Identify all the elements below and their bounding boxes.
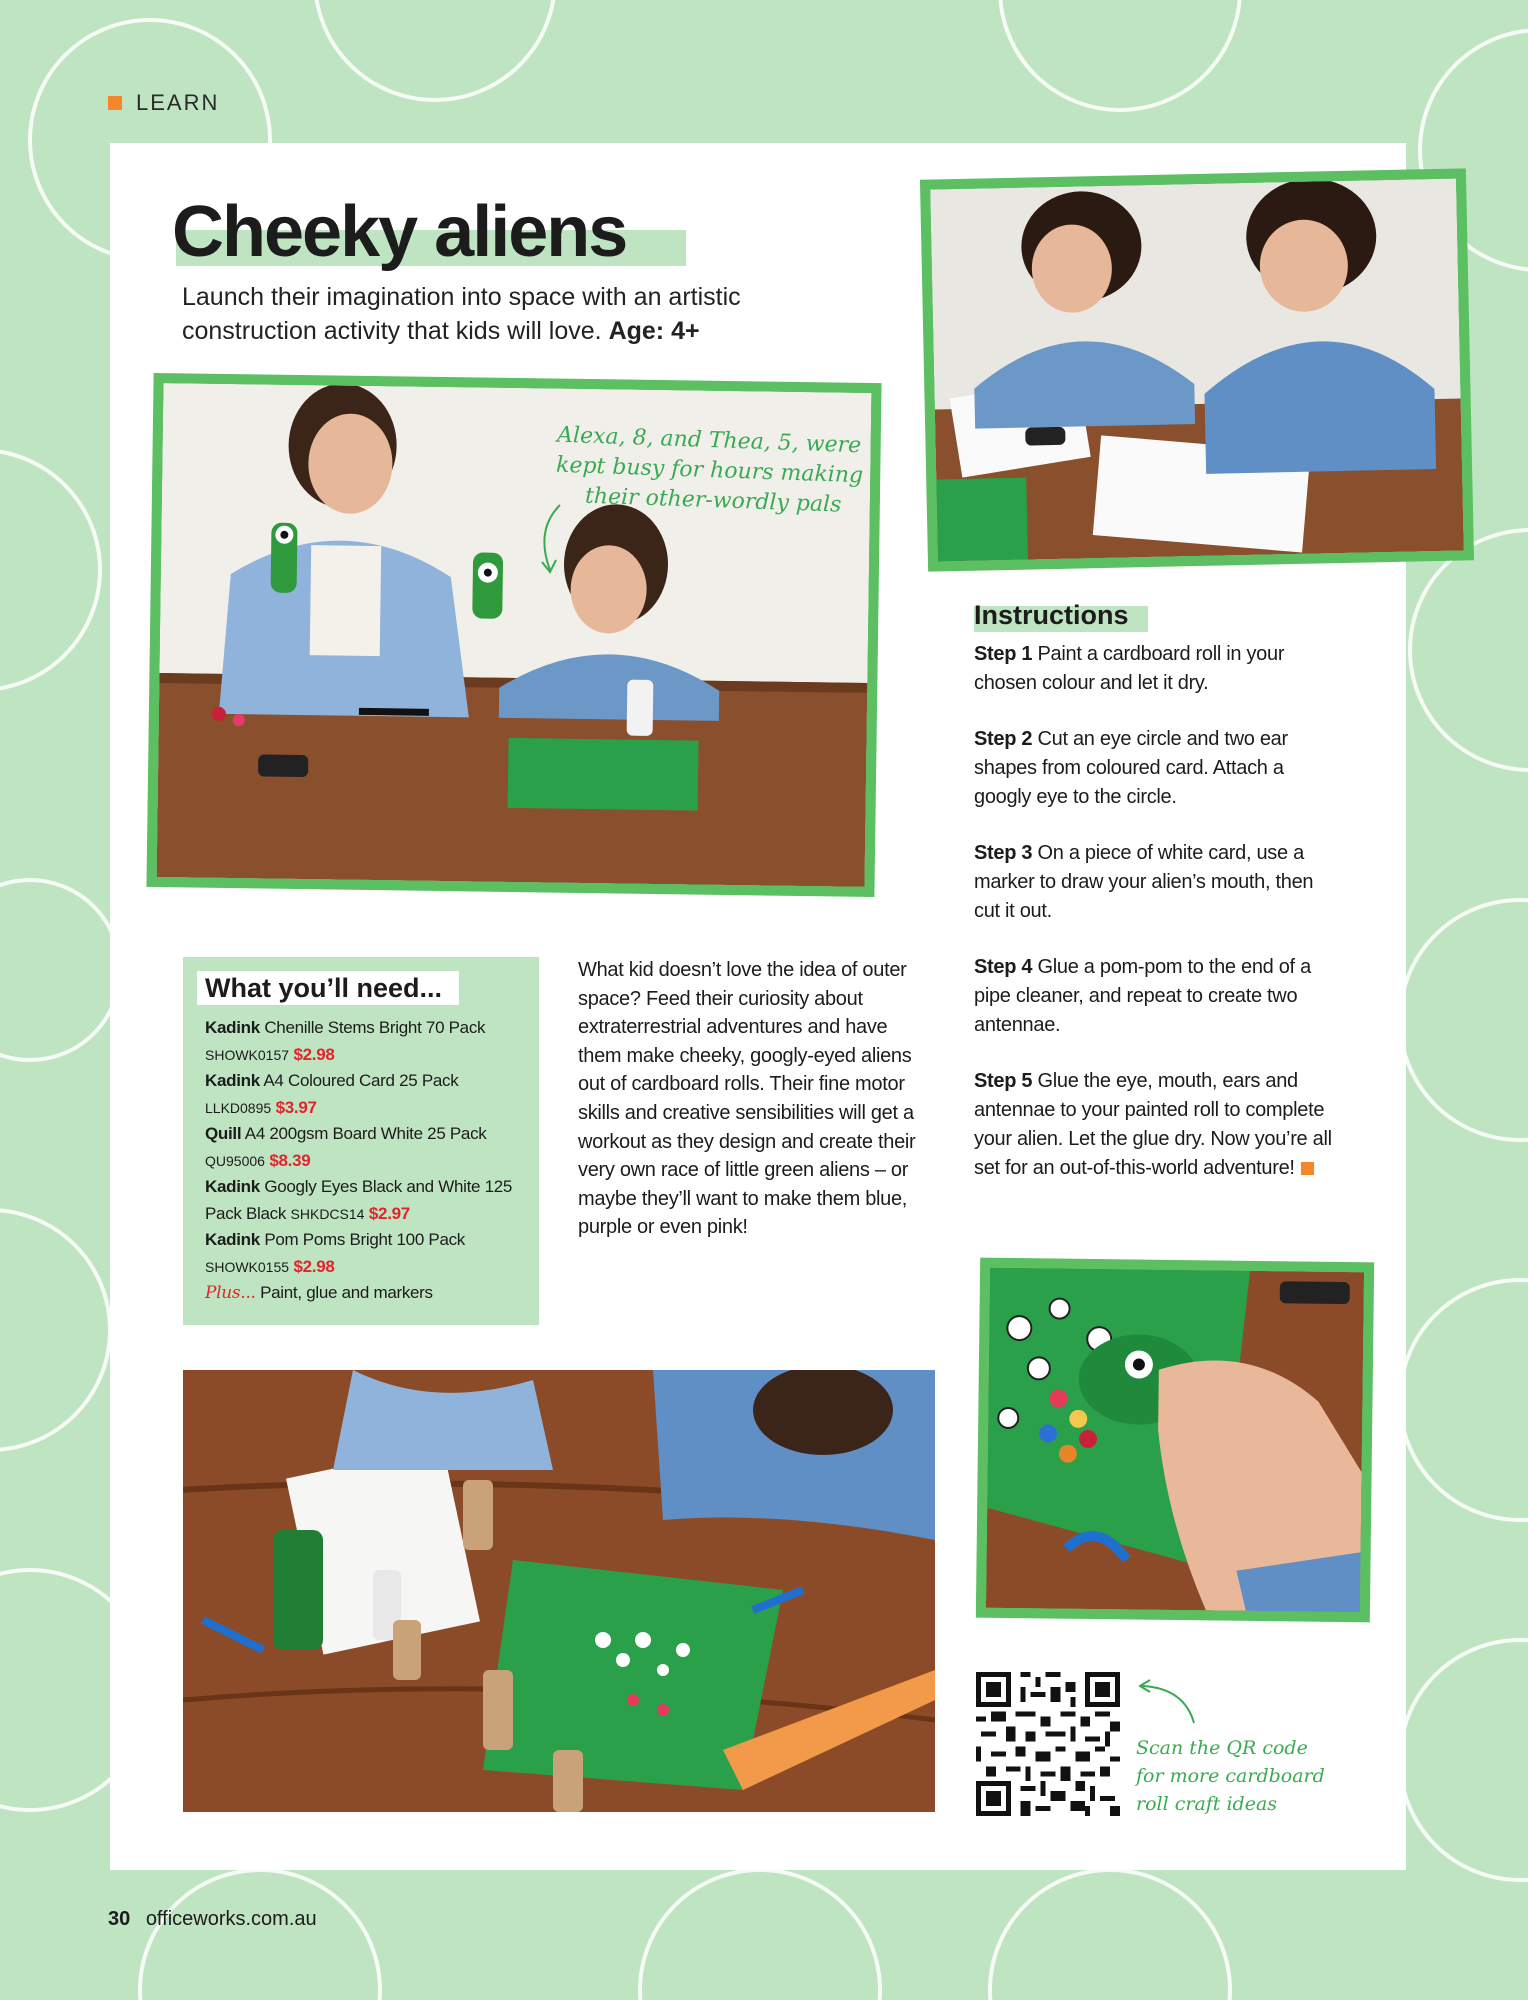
footer-site-link[interactable]: officeworks.com.au [145, 1908, 317, 1930]
item-name: A4 200gsm Board White 25 Pack [244, 1124, 487, 1143]
step-text: Glue a pom-pom to the end of a pipe cleaner, and repeat to create two antennae. [974, 956, 1311, 1036]
qr-note-line: Scan the QR code [1136, 1737, 1308, 1759]
instructions-title: Instructions [974, 600, 1129, 630]
end-mark-icon [1301, 1162, 1314, 1175]
list-item [205, 1068, 529, 1121]
item-brand: Kadink [205, 1018, 260, 1037]
section-tag [108, 90, 219, 116]
top-right-photo [930, 179, 1464, 562]
instruction-step [974, 839, 1334, 926]
top-right-photo-frame [920, 168, 1474, 571]
plus-text: Paint, glue and markers [260, 1283, 433, 1302]
page-title: Cheeky aliens [172, 192, 627, 272]
photo-caption [555, 421, 865, 522]
item-name: Pom Poms Bright 100 Pack [264, 1230, 465, 1249]
plus-label: Plus... [205, 1283, 256, 1303]
bottom-right-photo-frame [976, 1258, 1374, 1623]
item-code: SHOWK0157 [205, 1046, 290, 1063]
materials-box [183, 957, 539, 1325]
list-item-plus [205, 1280, 529, 1307]
age-label: Age: 4+ [608, 317, 700, 345]
title-block [172, 188, 626, 276]
item-price: $3.97 [275, 1097, 317, 1117]
qr-code[interactable] [976, 1672, 1120, 1816]
instruction-step [974, 640, 1334, 698]
item-name: A4 Coloured Card 25 Pack [263, 1071, 459, 1090]
item-brand: Kadink [205, 1230, 260, 1249]
photo-caption-line: Alexa, 8, and Thea, 5, were [556, 422, 862, 459]
qr-note-line: for more cardboard [1136, 1765, 1325, 1787]
instruction-step [974, 953, 1334, 1040]
item-code: SHKDCS14 [290, 1205, 365, 1222]
item-price: $2.98 [293, 1044, 335, 1064]
page-footer [108, 1908, 317, 1931]
item-brand: Kadink [205, 1071, 260, 1090]
page-number: 30 [108, 1908, 131, 1930]
instructions-block [974, 598, 1334, 1210]
item-brand: Quill [205, 1124, 242, 1143]
step-text: On a piece of white card, use a marker to draw your alien’s mouth, then cut it out. [974, 842, 1314, 922]
instruction-step [974, 1067, 1334, 1183]
list-item [205, 1227, 529, 1280]
item-price: $2.97 [368, 1203, 410, 1223]
step-label: Step 3 [974, 842, 1033, 864]
bottom-right-photo [986, 1268, 1364, 1613]
instruction-step [974, 725, 1334, 812]
qr-arrow-icon [1134, 1678, 1204, 1728]
list-item [205, 1121, 529, 1174]
section-label: LEARN [136, 90, 220, 115]
step-label: Step 4 [974, 956, 1033, 978]
caption-arrow-icon [530, 500, 570, 580]
qr-note [1136, 1734, 1325, 1818]
item-brand: Kadink [205, 1177, 260, 1196]
item-code: QU95006 [205, 1152, 265, 1169]
step-text: Paint a cardboard roll in your chosen colour and let it dry. [974, 643, 1285, 694]
step-label: Step 2 [974, 728, 1033, 750]
materials-list [205, 1015, 529, 1307]
item-price: $2.98 [293, 1256, 335, 1276]
intro-paragraph [182, 280, 862, 348]
step-text: Cut an eye circle and two ear shapes from coloured card. Attach a googly eye to the circle. [974, 728, 1288, 808]
materials-title: What you’ll need... [205, 973, 443, 1003]
item-code: SHOWK0155 [205, 1258, 290, 1275]
step-label: Step 5 [974, 1070, 1033, 1092]
list-item [205, 1174, 529, 1227]
qr-note-line: roll craft ideas [1136, 1793, 1278, 1815]
item-code: LLKD0895 [205, 1099, 272, 1116]
item-price: $8.39 [269, 1150, 311, 1170]
body-paragraph: What kid doesn’t love the idea of outer space? Feed their curiosity about extraterrestrial adventures and have them make cheeky, googly-eyed aliens out of cardboard rolls. Their fine motor skills and creative sensibilities will get a workout as they design and create their very own race of little green aliens – or maybe they’ll want to make them blue, purple or even pink! [578, 959, 916, 1239]
intro-text: Launch their imagination into space with an artistic construction activity that kids will love. [182, 283, 741, 345]
list-item [205, 1015, 529, 1068]
step-label: Step 1 [974, 643, 1033, 665]
item-name: Googly Eyes Black and White 125 Pack Black [205, 1177, 513, 1223]
photo-caption-line: their other-wordly pals [584, 483, 842, 518]
item-name: Chenille Stems Bright 70 Pack [264, 1018, 486, 1037]
photo-caption-line: kept busy for hours making [555, 452, 864, 489]
orange-square-icon [108, 96, 122, 110]
bottom-left-photo [183, 1370, 935, 1812]
step-text: Glue the eye, mouth, ears and antennae to your painted roll to complete your alien. Let the glue dry. Now you’re all set for an out-of-this-world adventure! [974, 1070, 1332, 1179]
